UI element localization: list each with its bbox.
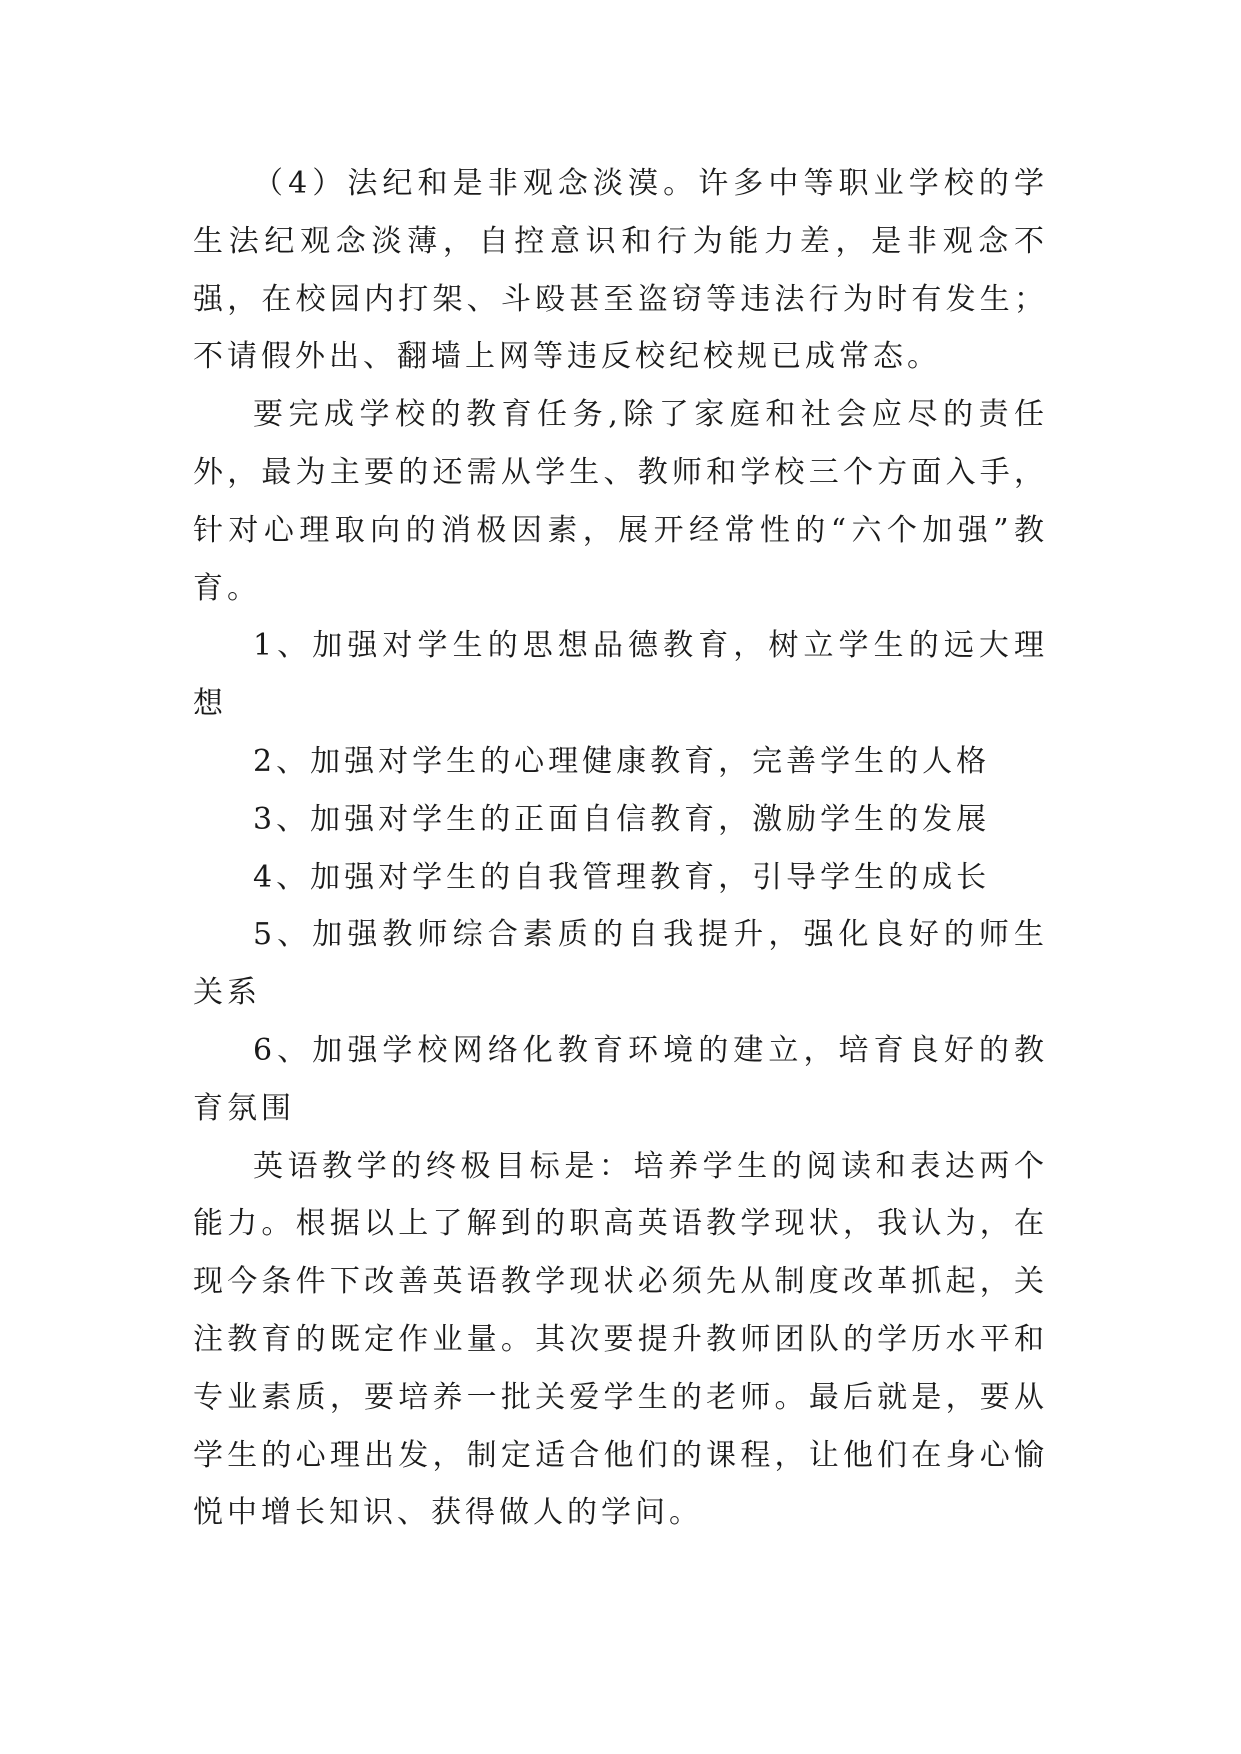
paragraph-english-teaching-goal: 英语教学的终极目标是：培养学生的阅读和表达两个能力。根据以上了解到的职高英语教学现状，我认为，在现今条件下改善英语教学现状必须先从制度改革抓起，关注教育的既定作业量。其次要提升教师团队的学历水平和专业素质，要培养一批关爱学生的老师。最后就是，要从学生的心理出发，制定适合他们的课程，让他们在身心愉悦中增长知识、获得做人的学问。 <box>193 1148 1048 1531</box>
document-body <box>193 155 1048 1542</box>
paragraph-legal-awareness: （4）法纪和是非观念淡漠。许多中等职业学校的学生法纪观念淡薄，自控意识和行为能力差，是非观念不强，在校园内打架、斗殴甚至盗窃等违法行为时有发生；不请假外出、翻墙上网等违反校纪校规已成常态。 <box>193 166 1048 375</box>
paragraph-education-task: 要完成学校的教育任务,除了家庭和社会应尽的责任外，最为主要的还需从学生、教师和学校三个方面入手，针对心理取向的消极因素，展开经常性的“六个加强”教育。 <box>193 397 1048 606</box>
list-item-teacher-quality: 5、加强教师综合素质的自我提升，强化良好的师生关系 <box>193 917 1048 1011</box>
list-item-mental-health: 2、加强对学生的心理健康教育，完善学生的人格 <box>253 743 991 779</box>
list-item-network-environment: 6、加强学校网络化教育环境的建立，培育良好的教育氛围 <box>193 1032 1048 1126</box>
list-item-confidence: 3、加强对学生的正面自信教育，激励学生的发展 <box>253 801 991 837</box>
list-item-self-management: 4、加强对学生的自我管理教育，引导学生的成长 <box>253 859 991 895</box>
list-item-moral-education: 1、加强对学生的思想品德教育，树立学生的远大理想 <box>193 628 1048 722</box>
